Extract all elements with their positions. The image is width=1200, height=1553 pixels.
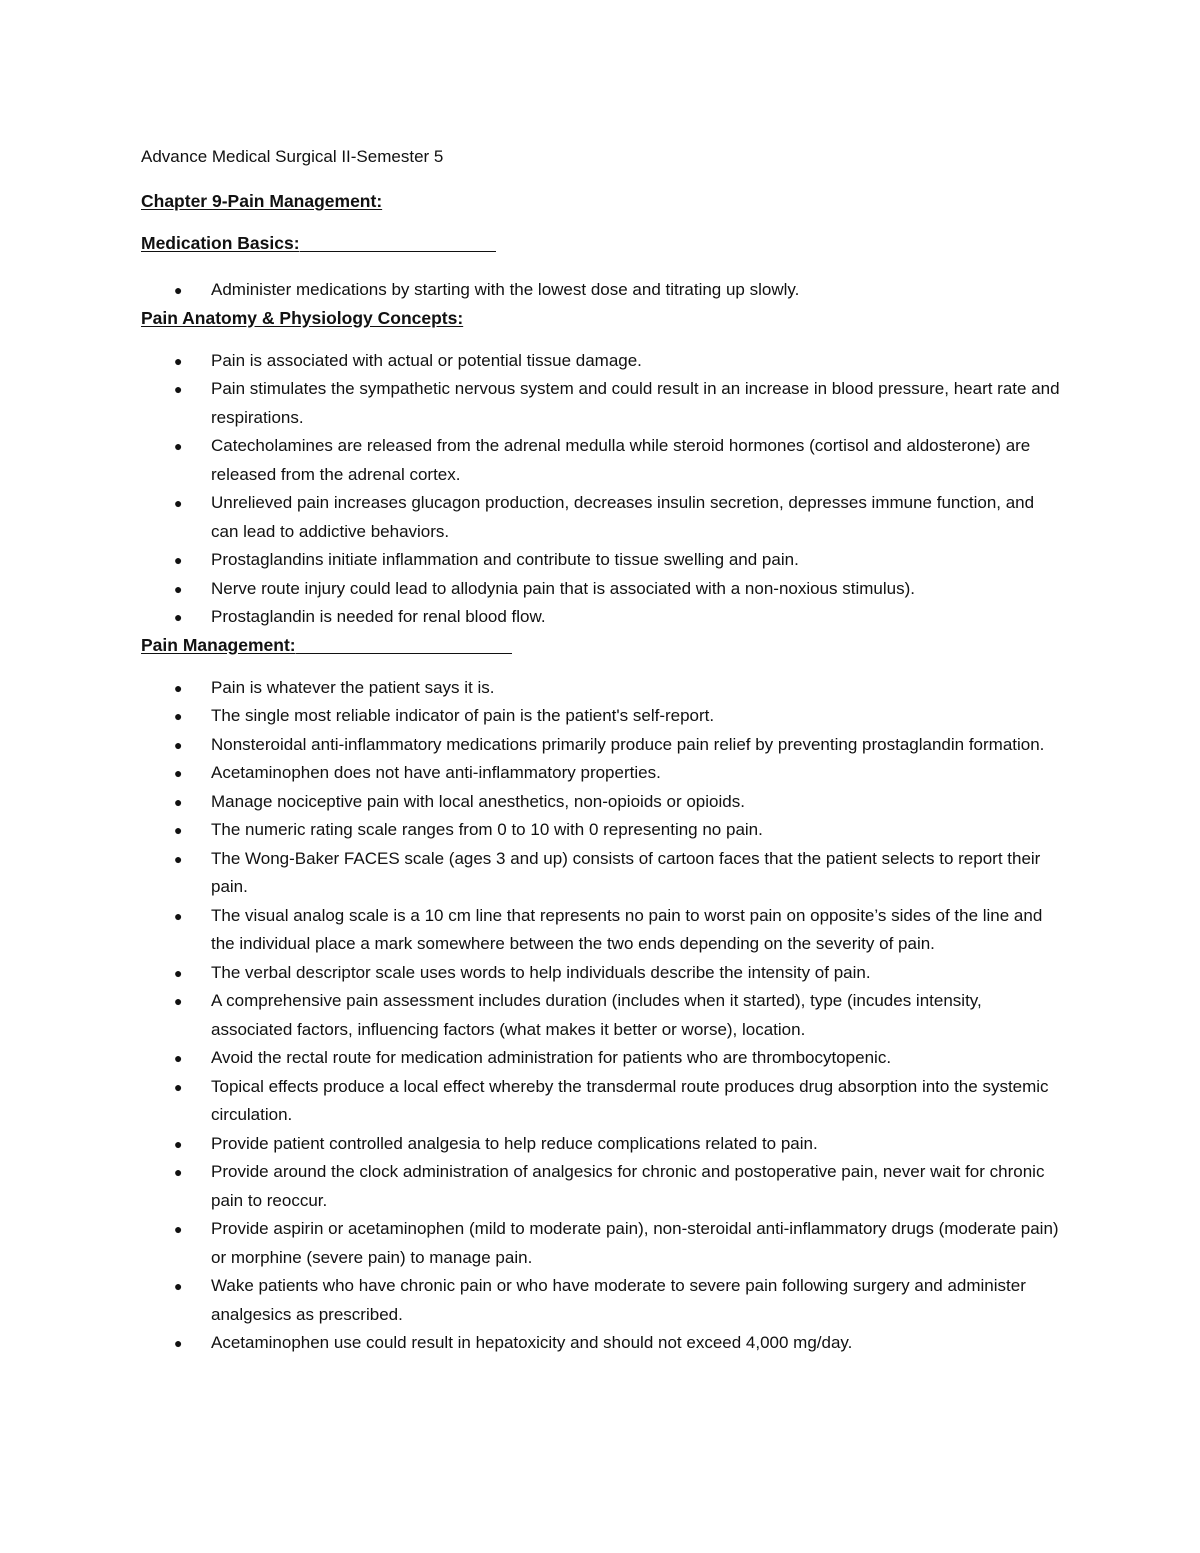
- heading-underline-rule: [300, 251, 496, 252]
- section-heading-pain-management-text: Pain Management:: [141, 634, 296, 655]
- bullet-icon: ●: [174, 1050, 183, 1066]
- bullet-icon: ●: [174, 1278, 183, 1294]
- document-page: [141, 146, 1061, 1358]
- pain-management-list: [141, 674, 1061, 1358]
- list-item-text: Administer medications by starting with the lowest dose and titrating up slowly.: [211, 280, 800, 299]
- list-item: [141, 432, 1061, 489]
- section-heading-medication-basics: [141, 232, 1061, 254]
- bullet-icon: ●: [174, 580, 183, 597]
- pain-anatomy-list: [141, 347, 1061, 632]
- list-item: [141, 347, 1061, 376]
- bullet-icon: ●: [174, 765, 183, 781]
- bullet-icon: ●: [174, 679, 183, 696]
- chapter-heading: Chapter 9-Pain Management:: [141, 191, 383, 211]
- list-item-text: Nonsteroidal anti-inflammatory medications primarily produce pain relief by preventing prostaglandin formation.: [211, 734, 1045, 754]
- list-item-text: Pain is associated with actual or potential tissue damage.: [211, 350, 642, 370]
- list-item-text: Catecholamines are released from the adrenal medulla while steroid hormones (cortisol and aldosterone) are released from the adrenal cortex.: [211, 436, 1031, 484]
- list-item: [141, 1158, 1061, 1215]
- list-item-text: Wake patients who have chronic pain or who have moderate to severe pain following surgery and administer analgesics as prescribed.: [211, 1276, 1026, 1324]
- list-item-text: Prostaglandin is needed for renal blood flow.: [211, 607, 546, 626]
- list-item: [141, 1329, 1061, 1358]
- bullet-icon: ●: [174, 1135, 183, 1152]
- list-item-text: Topical effects produce a local effect whereby the transdermal route produces drug absorption into the systemic circulation.: [211, 1076, 1049, 1124]
- section-heading-pain-management: [141, 634, 1061, 656]
- heading-underline-rule: [296, 653, 512, 654]
- list-item: [141, 276, 1061, 305]
- list-item-text: Pain stimulates the sympathetic nervous system and could result in an increase in blood pressure, heart rate and respirations.: [211, 379, 1060, 427]
- list-item-text: Unrelieved pain increases glucagon production, decreases insulin secretion, depresses immune function, and can lead to addictive behaviors.: [211, 493, 1035, 541]
- list-item-text: A comprehensive pain assessment includes duration (includes when it started), type (incudes intensity, associated factors, influencing factors (what makes it better or worse), location.: [211, 991, 982, 1039]
- list-item: [141, 987, 1061, 1044]
- list-item-text: Nerve route injury could lead to allodynia pain that is associated with a non-noxious stimulus).: [211, 578, 915, 598]
- list-item: [141, 1073, 1061, 1130]
- list-item-text: The single most reliable indicator of pain is the patient's self-report.: [211, 706, 715, 725]
- bullet-icon: ●: [174, 609, 183, 625]
- bullet-icon: ●: [174, 381, 183, 397]
- bullet-icon: ●: [174, 552, 183, 568]
- list-item: [141, 375, 1061, 432]
- list-item: [141, 759, 1061, 788]
- course-title: Advance Medical Surgical II-Semester 5: [141, 147, 444, 166]
- list-item-text: The visual analog scale is a 10 cm line that represents no pain to worst pain on opposite’s sides of the line and the individual place a mark somewhere between the two ends depending on the severity of pain.: [211, 905, 1043, 953]
- bullet-icon: ●: [174, 1221, 183, 1237]
- list-item: [141, 816, 1061, 845]
- list-item: [141, 959, 1061, 988]
- list-item-text: Pain is whatever the patient says it is.: [211, 677, 495, 697]
- bullet-icon: ●: [174, 1335, 183, 1351]
- bullet-icon: ●: [174, 1164, 183, 1180]
- bullet-icon: ●: [174, 822, 183, 838]
- list-item: [141, 845, 1061, 902]
- bullet-icon: ●: [174, 282, 183, 298]
- list-item: [141, 603, 1061, 632]
- list-item: [141, 1044, 1061, 1073]
- bullet-icon: ●: [174, 964, 183, 981]
- section-heading-pain-anatomy: Pain Anatomy & Physiology Concepts:: [141, 307, 464, 328]
- list-item-text: Acetaminophen does not have anti-inflammatory properties.: [211, 763, 661, 782]
- list-item: [141, 1215, 1061, 1272]
- list-item-text: Provide around the clock administration of analgesics for chronic and postoperative pain, never wait for chronic pain to reoccur.: [211, 1162, 1045, 1210]
- bullet-icon: ●: [174, 438, 183, 454]
- section-heading-medication-basics-text: Medication Basics:: [141, 233, 300, 253]
- bullet-icon: ●: [174, 793, 183, 810]
- list-item-text: Provide patient controlled analgesia to help reduce complications related to pain.: [211, 1133, 818, 1153]
- list-item: [141, 731, 1061, 760]
- list-item: [141, 674, 1061, 703]
- list-item-text: Acetaminophen use could result in hepatoxicity and should not exceed 4,000 mg/day.: [211, 1333, 853, 1352]
- list-item: [141, 1272, 1061, 1329]
- list-item-text: Avoid the rectal route for medication administration for patients who are thrombocytopenic.: [211, 1048, 892, 1067]
- list-item: [141, 702, 1061, 731]
- bullet-icon: ●: [174, 993, 183, 1009]
- list-item: [141, 788, 1061, 817]
- bullet-icon: ●: [174, 850, 183, 867]
- bullet-icon: ●: [174, 736, 183, 753]
- bullet-icon: ●: [174, 352, 183, 369]
- list-item: [141, 489, 1061, 546]
- list-item-text: Manage nociceptive pain with local anesthetics, non-opioids or opioids.: [211, 791, 745, 811]
- list-item-text: Prostaglandins initiate inflammation and contribute to tissue swelling and pain.: [211, 550, 799, 569]
- list-item: [141, 1130, 1061, 1159]
- list-item-text: The Wong-Baker FACES scale (ages 3 and up) consists of cartoon faces that the patient selects to report their pain.: [211, 848, 1041, 896]
- list-item: [141, 546, 1061, 575]
- bullet-icon: ●: [174, 907, 183, 924]
- bullet-icon: ●: [174, 495, 183, 511]
- list-item: [141, 902, 1061, 959]
- list-item: [141, 575, 1061, 604]
- list-item-text: Provide aspirin or acetaminophen (mild to moderate pain), non-steroidal anti-inflammatory drugs (moderate pain) or morphine (severe pain) to manage pain.: [211, 1219, 1059, 1267]
- bullet-icon: ●: [174, 1078, 183, 1095]
- bullet-icon: ●: [174, 708, 183, 724]
- list-item-text: The numeric rating scale ranges from 0 to 10 with 0 representing no pain.: [211, 820, 763, 839]
- list-item-text: The verbal descriptor scale uses words to help individuals describe the intensity of pain.: [211, 962, 871, 982]
- medication-basics-list: [141, 276, 1061, 305]
